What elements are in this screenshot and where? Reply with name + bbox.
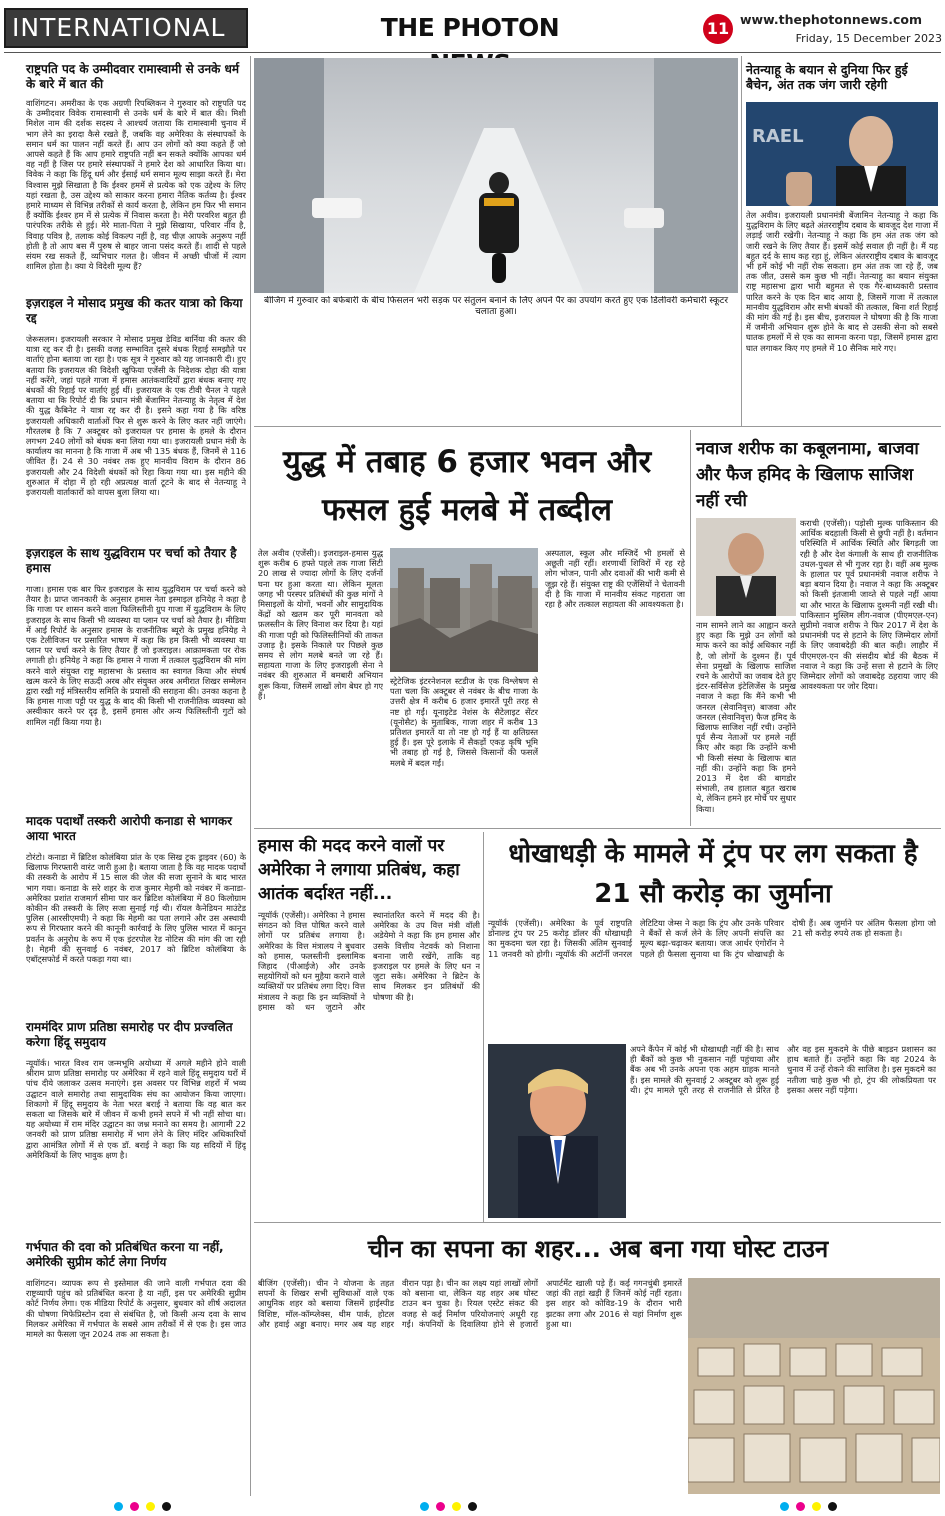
snow-scene-graphic xyxy=(254,58,738,293)
story-war-body-right: अस्पताल, स्कूल और मस्जिदें भी हमलों से अछूती नहीं रहीं। शरणार्थी शिविरों में रह रहे लोग भोजन, पानी और दवाओं की भारी कमी से जूझ रहे हैं। संयुक्त राष्ट्र की एजेंसियों ने चेतावनी दी है कि गाजा में मानवीय संकट गहराता जा रहा है और तत्काल सहायता की आवश्यकता है। xyxy=(545,548,685,610)
story-abortion-pill-body: वाशिंगटन। व्यापक रूप से इस्तेमाल की जाने वाली गर्भपात दवा की राष्ट्रव्यापी पहुंच को प्रतिबंधित करना है या नहीं, इस पर अमेरिकी सुप्रीम कोर्ट निर्णय लेगा। एक मीडिया रिपोर्ट के अनुसार, बुधवार को शीर्ष अदालत की घोषणा मिफेप्रिस्टोन दवा से संबंधित है, जो किसी अन्य दवा के साथ मिलकर अमेरिका में गर्भपात के सबसे आम तरीकों में से एक है। इस जाउ मामले का फैसला जून 2024 तक आ सकता है। xyxy=(26,1278,246,1340)
page-number: 11 xyxy=(706,19,730,38)
parked-car xyxy=(312,198,362,218)
left-trees xyxy=(254,58,324,293)
headline-hamas-ceasefire: इज़राइल के साथ युद्धविराम पर चर्चा को तैयार है हमास xyxy=(26,546,237,575)
registration-dot-magenta-3 xyxy=(796,1502,805,1511)
trump-photo xyxy=(488,1044,626,1218)
netanyahu-graphic xyxy=(746,102,938,206)
registration-dot-black-3 xyxy=(828,1502,837,1511)
headline-war: युद्ध में तबाह 6 हजार भवन और फसल हुई मलबे में तब्दील xyxy=(282,444,652,528)
nawaz-photo xyxy=(696,518,796,616)
issue-date: Friday, 15 December 2023 xyxy=(795,32,942,45)
registration-dot-cyan-2 xyxy=(420,1502,429,1511)
right-column-rule-top xyxy=(741,56,742,426)
gaza-rubble-photo xyxy=(390,548,538,672)
netanyahu-photo xyxy=(746,102,938,206)
story-ram-mandir-body: न्यूयॉर्क। भारत विश्व राम जन्मभूमि अयोध्या में अगले महीने होने वाली श्रीराम प्राण प्रतिष्ठा समारोह पर अमेरिका में रहने वाले हिंदू समुदाय घरों में पांच दीये जलाकर उत्सव मनाएंगे। इस अवसर पर विभिन्न शहरों में भव्य उद्घाटन वाले समारोह तथा सामुदायिक संघ का आयोजन किया जाएगा। शिकागो में हिंदू समुदाय के नेता भरत बराई ने बताया कि वह बात कर सकता था जिसके बारे में जीवन में कभी हमने सपने में भी नहीं सोचा था। यह अयोध्या में राम मंदिर उद्घाटन का जश्न मनाने का समय है। आगामी 22 जनवरी को प्राण प्रतिष्ठा समारोह में भाग लेने के लिए मंदिर अधिकारियों द्वारा आमंत्रित लोगों में से एक डॉ. बराई ने कहा कि यह सदियों में हिंदू अमेरिकियों के लिए भावुक क्षण है। xyxy=(26,1058,246,1160)
headline-ram-mandir: राममंदिर प्राण प्रतिष्ठा समारोह पर दीप प्रज्वलित करेगा हिंदू समुदाय xyxy=(26,1020,233,1049)
beijing-photo-caption: बीजिंग में गुरुवार को बर्फबारी के बीच फिसलन भरी सड़क पर संतुलन बनाने के लिए अपने पैर का उपयोग करते हुए एक डिलीवरी कर्मचारी स्कूटर चलाता हुआ। xyxy=(263,296,729,317)
story-china-body: बीजिंग (एजेंसी)। चीन ने योजना के तहत सपनों के शिखर सभी सुविधाओं वाले एक आधुनिक शहर को बसाया जिसमें हाईस्पीड विशिष्ट, मॉल-कॉम्प्लेक्स, थीम पार्क, होटल और हवाई अड्डा बनाए। मगर अब यह शहर वीरान पड़ा है। चीन का लक्ष्य यहां लाखों लोगों को बसाना था, लेकिन यह शहर अब घोस्ट टाउन बन चुका है। रियल एस्टेट संकट की वजह से कई निर्माण परियोजनाएं अधूरी रह गईं। कंपनियों के दिवालिया होने से हजारों अपार्टमेंट खाली पड़े हैं। कई गगनचुंबी इमारतें जहां की तहां खड़ी हैं जिनमें कोई नहीं रहता। इस शहर को कोविड-19 के दौरान भारी झटका लगा और 2016 से यहां निर्माण शुरू हुआ था। xyxy=(258,1278,682,1329)
story-nawaz-body-2: नाम सामने लाने का आह्वान करते हुए कहा कि मुझे उन लोगों को माफ करने का कोई अधिकार नहीं है, जो लोगों के दुश्मन हैं। पूर्व सेना प्रमुखों के खिलाफ साजिश रचने के आरोपों का जवाब देते हुए इंटर-सर्विसेज इंटेलिजेंस के प्रमुख नवाज ने कहा कि मैंने कभी भी जनरल (सेवानिवृत्त) बाजवा और जनरल (सेवानिवृत्त) फैज हमिद के खिलाफ साजिश नहीं रची। उन्होंने पूर्व सैन्य नेताओं पर हमले नहीं किए और कहा कि उन्होंने कभी भी किसी संस्था के खिलाफ बात नहीं की। उन्होंने कहा कि हमने 2013 में देश की बागडोर संभाली, तब हालात बहुत खराब थे, लेकिन हमने हर मोर्चे पर सुधार किया। xyxy=(696,620,796,814)
registration-dot-magenta-2 xyxy=(436,1502,445,1511)
registration-dot-yellow-3 xyxy=(812,1502,821,1511)
war-nawaz-rule xyxy=(690,430,691,826)
right-trees xyxy=(654,58,738,293)
website-link[interactable]: www.thephotonnews.com xyxy=(740,12,922,27)
trump-graphic xyxy=(488,1044,626,1218)
headline-netanyahu: नेतन्याहू के बयान से दुनिया फिर हुई बैचेन, अंत तक जंग जारी रहेगी xyxy=(746,62,908,93)
registration-dot-cyan xyxy=(114,1502,123,1511)
story-hamas-ban-body: न्यूयॉर्क (एजेंसी)। अमेरिका ने हमास संगठन को वित्त पोषित करने वाले लोगों पर प्रतिबंध लगाया है। अमेरिका के वित्त मंत्रालय ने बुधवार को हमास, फलस्तीनी इस्लामिक जिहाद (पीआईजे) और उनके सहयोगियों को धन मुहैया कराने वाले व्यक्तियों पर प्रतिबंध लगा दिए। वित्त मंत्रालय ने कहा कि इन व्यक्तियों ने हमास को धन जुटाने और स्थानांतरित करने में मदद की है। अमेरिका के उप वित्त मंत्री वॉली अडेयेमो ने कहा कि हम हमास और उसके वित्तीय नेटवर्क को निशाना बनाना जारी रखेंगे, ताकि वह इजराइल पर हमले के लिए धन न जुटा सके। अमेरिका ने ब्रिटेन के साथ मिलकर इन प्रतिबंधों की घोषणा की है। xyxy=(258,910,480,1012)
beijing-snow-photo xyxy=(254,58,738,293)
story-trump-body-2: अपने कैंपेन में कोई भी धोखाधड़ी नहीं की है। साथ ही बैंकों को कुछ भी नुकसान नहीं पहुंचाया और बैंक अब भी उनके अपना एक अहम ग्राहक मानते हैं। इस मामले की सुनवाई 2 अक्टूबर को शुरू हुई थी। ट्रंप मामले पूरी तरह से राजनीति से प्रेरित है और वह इस मुकदमे के पीछे बाइडन प्रशासन का हाथ बताते हैं। उन्होंने कहा कि वह 2024 के चुनाव में उन्हें रोकने की साजिश है। इस मुकदमे का नतीजा चाहे कुछ भी हो, ट्रंप की लोकप्रियता पर इसका असर नहीं पड़ेगा। xyxy=(630,1044,936,1095)
masthead-rule xyxy=(4,52,941,53)
hamas-trump-rule xyxy=(483,832,484,1222)
registration-dot-magenta xyxy=(130,1502,139,1511)
headline-nawaz: नवाज शरीफ का कबूलनामा, बाजवा और फैज हमिद के खिलाफ साजिश नहीं रची xyxy=(696,439,919,511)
china-band-rule xyxy=(254,1222,941,1223)
registration-dot-yellow-2 xyxy=(452,1502,461,1511)
left-column-rule xyxy=(250,56,251,1496)
headline-trump: धोखाधड़ी के मामले में ट्रंप पर लग सकता है 21 सौ करोड़ का जुर्माना xyxy=(508,839,918,909)
headline-drug-smuggler: मादक पदार्थों तस्करी आरोपी कनाडा से भागकर आया भारत xyxy=(26,814,233,843)
registration-dot-yellow xyxy=(146,1502,155,1511)
headline-mossad: इज़राइल ने मोसाद प्रमुख की कतर यात्रा को किया रद्द xyxy=(26,296,243,325)
story-war-body-mid: स्ट्रेटेजिक इंटरनेशनल स्टडीज के एक विश्लेषण से पता चला कि अक्टूबर से नवंबर के बीच गाजा के उत्तरी क्षेत्र में करीब 6 हजार इमारतें पूरी तरह से नष्ट हो गईं। यूनाइटेड नेशंस के सैटेलाइट सेंटर (यूनोसैट) के मुताबिक, गाजा शहर में करीब 13 प्रतिशत इमारतें या तो नष्ट हो गई हैं या क्षतिग्रस्त हुई हैं। इस पूरे इलाके में सैकड़ों एकड़ कृषि भूमि भी तबाह हो गई है, जिससे किसानों की फसलें मलबे में बदल गईं। xyxy=(390,676,538,768)
story-nawaz-body: कराची (एजेंसी)। पड़ोसी मुल्क पाकिस्तान की आर्थिक बदहाली किसी से छुपी नहीं है। वर्तमान परिस्थिति में आर्थिक स्थिति और बिगड़ती जा रही है और देश कंगाली के साथ ही राजनीतिक उथल-पुथल से भी गुजर रहा है। वहीं अब मुल्क के हालात पर पूर्व प्रधानमंत्री नवाज शरीफ ने बड़ा बयान दिया है। नवाज ने कहा कि अक्टूबर को किसी इंतजामी जाव्ते से पहले नहीं आया था और भारत के खिलाफ दुश्मनी नहीं रखी थी। पाकिस्तान मुस्लिम लीग-नवाज (पीएमएल-एन) सुप्रीमो नवाज शरीफ ने फिर 2017 में देश के प्रधानमंत्री पद से हटाने के लिए जिम्मेदार लोगों के लिए जवाबदेही की बात कही। लाहौर में पीएमएल-एन की संसदीय बोर्ड की बैठक में नवाज ने कहा कि उन्हें सत्ता से हटाने के लिए जिम्मेदार लोगों को जवाबदेह ठहराया जाए की आवश्यकता पर जोर दिया। xyxy=(800,518,938,692)
headline-hamas-ban: हमास की मदद करने वालों पर अमेरिका ने लगाया प्रतिबंध, कहा आतंक बर्दाश्त नहीं... xyxy=(258,836,460,904)
svg-text:RAEL: RAEL xyxy=(752,126,804,147)
page-number-badge xyxy=(703,14,733,44)
registration-dot-black xyxy=(162,1502,171,1511)
headline-abortion-pill: गर्भपात की दवा को प्रतिबंधित करना या नहीं, अमेरिकी सुप्रीम कोर्ट लेगा निर्णय xyxy=(26,1240,224,1269)
paper-name-text: THE PHOTON xyxy=(380,13,560,42)
story-hamas-ceasefire-body: गाजा। हमास एक बार फिर इजराइल के साथ युद्धविराम पर चर्चा करने को तैयार है। प्राप्त जानकारी के अनुसार हमास नेता इस्माइल हनियेह ने कहा है कि गाजा पर शासन करने वाला फिलिस्तीनी ग्रुप गाजा में युद्धविराम के लिए इजराइल के साथ किसी भी व्यवस्था या प्लान पर चर्चा को तैयार है। मीडिया में आई रिपोर्ट के अनुसार हमास के राजनीतिक ब्यूरो के प्रमुख हनियेह ने एक टेलीविजन पर प्रसारित भाषण में कहा कि हम किसी भी व्यवस्था या प्लान पर चर्चा करने के लिए तैयार हैं जो इजराइल। आक्रामकता पर रोक लगाती हो। हनियेह ने कहा कि हमास ने गाजा में तत्काल युद्धविराम की मांग करने वाले संयुक्त राष्ट्र महासभा के प्रस्ताव का स्वागत किया और संघर्ष खत्म करने के लिए सऊदी अरब और संयुक्त अरब अमीरात शिखर सम्मेलन द्वारा रखी गई मंत्रिस्तरीय समिति के प्रयासों की सराहना की। उनका कहना है कि हमास गाजा पट्टी पर युद्ध के बाद की किसी भी राजनीतिक व्यवस्था को अस्वीकार करने पर दृढ़ है, इसमें हमास और अन्य फिलिस्तीनी गुटों को शामिल नहीं किया गया है। xyxy=(26,584,246,727)
registration-dot-cyan-3 xyxy=(780,1502,789,1511)
mid-band-rule xyxy=(254,426,941,427)
ghost-town-photo xyxy=(688,1278,940,1494)
story-trump-body: न्यूयॉर्क (एजेंसी)। अमेरिका के पूर्व राष्ट्रपति डोनाल्ड ट्रंप पर 25 करोड़ डॉलर की धोखाधड़ी का मुकदमा चल रहा है। जिसकी अंतिम सुनवाई 11 जनवरी को होगी। न्यूयॉर्क की अटॉर्नी जनरल लेटिटिया जेम्स ने कहा कि ट्रंप और उनके परिवार ने बैंकों से कर्ज लेने के लिए अपनी संपत्ति का मूल्य बढ़ा-चढ़ाकर बताया। जज आर्थर एंगोरॉन ने पहले ही फैसला सुनाया था कि ट्रंप धोखाधड़ी के दोषी हैं। अब जुर्माने पर अंतिम फैसला होगा जो 21 सौ करोड़ रुपये तक हो सकता है। xyxy=(488,918,936,959)
story-war-body-left: तेल अवीव (एजेंसी)। इजराइल-हमास युद्ध शुरू करीब 6 हफ्ते पहले तक गाजा सिटी 20 लाख से ज्यादा लोगों के लिए दर्जनों घना घर हुआ करता था। लेकिन मूलतः जगह भी परस्पर प्रतिबंधों की कुछ मांगों ने मिसाइलों के योगों, भवनों और सामुदायिक केंद्रों को खतम कर पूरी मानवता को फ़लस्तीन के लिए विनाश कर दिया है। यहां की गाजा पट्टी को फिलिस्तीनियों की ताकत उजाड़ है। इसके निकाले पर पिछले कुछ समय से लोग मलबे बनते जा रहे हैं। सहायता गाजा के लिए इजराइली सेना ने नवंबर की शुरुआत में बमबारी अभियान शुरू किया, जिसमें लाखों लोग बेघर हो गए हैं। xyxy=(258,548,383,701)
story-ramaswamy-body: वाशिंगटन। अमरीका के एक अग्रणी रिपब्लिकन ने गुरुवार को राष्ट्रपति पद के उम्मीदवार विवेक रामास्वामी से उनके धर्म के बारे में बात की। मिशी मिशेल नाम की दर्शक सदस्य ने आश्चर्य जताया कि रामास्वामी चुनाव में भाग लेने का इरादा कैसे रखते हैं, जबकि वह अमेरिका के संस्थापकों के समान धर्म का पालन नहीं करते हैं। आप उन लोगों को क्या कहते हैं जो आपसे कहते हैं कि आप हमारे राष्ट्रपति नहीं बन सकते क्योंकि आपका धर्म वह नहीं है जिस पर हमारे संस्थापकों ने हमारे देश को आधारित किया था। विवेक ने कहा कि हिंदू धर्म और ईसाई धर्म समान मूल्य साझा करते हैं। मेरा विश्वास मुझे सिखाता है कि ईश्वर हममें से प्रत्येक को एक उद्देश्य के लिए यहां रखता है, उस उद्देश्य को साकार करना हमारा नैतिक कर्तव्य है। ईश्वर हमारे माध्यम से विभिन्न तरीकों से कार्य करता है, लेकिन हम फिर भी समान हैं क्योंकि ईश्वर हम में से प्रत्येक में निवास करता है। मेरी परवरिश बहुत ही पारंपरिक तरीके से हुई। मेरे माता-पिता ने मुझे सिखाया, परिवार नींव है, विवाह पवित्र है, तलाक कोई विकल्प नहीं है, वह चीज़ आपके अनुरूप नहीं होती है तो आप बस मैं पुरुष से बाहर जाना पसंद करते हैं। शादी से पहले संयम रख सकते हैं, व्यभिचार गलत है। जीवन में अच्छी चीजों में त्याग शामिल होता है। क्या ये विदेशी मूल्य हैं? xyxy=(26,98,246,272)
parked-car-right xyxy=(624,208,664,228)
ghost-town-graphic xyxy=(688,1278,940,1494)
section-label: INTERNATIONAL xyxy=(12,13,226,42)
headline-ramaswamy: राष्ट्रपति पद के उम्मीदवार रामास्वामी से उनके धर्म के बारे में बात की xyxy=(26,62,240,91)
section-banner xyxy=(4,8,248,48)
story-netanyahu-body: तेल अवीव। इजरायली प्रधानमंत्री बेंजामिन नेतन्याहू ने कहा कि युद्धविराम के लिए बढ़ते अंतरराष्ट्रीय दबाव के बावजूद देश गाजा में लड़ाई जारी रखेगी। नेतन्याहू ने कहा कि हम अंत तक जंग को जारी रखने के लिए तैयार हैं। इसमें कोई सवाल ही नहीं है। मैं यह बहुत दर्द के साथ कह रहा हूं, लेकिन अंतरराष्ट्रीय दबाव के बावजूद भी हमें कोई भी नहीं रोक सकता। हम अंत तक जा रहे हैं, जब तक जीत, उससे कम कुछ भी नहीं। नेतन्याहू का बयान संयुक्त राष्ट्र महासभा द्वारा भारी बहुमत से एक गैर-बाध्यकारी प्रस्ताव पारित करने के एक दिन बाद आया है, जिसमें गाजा में तत्काल मानवीय युद्धविराम और सभी बंधकों की तत्काल, बिना शर्त रिहाई की मांग की गई है। इस बीच, इजरायल ने घोषणा की है कि गाजा में जमीनी अभियान शुरू होने के बाद से उसकी सेना को सबसे घातक हमलों में से एक का सामना करना पड़ा, जिसमें हमास द्वारा घात लगाकर किए गए हमले में 10 सैनिक मारे गए। xyxy=(746,210,938,353)
registration-dot-black-2 xyxy=(468,1502,477,1511)
headline-china: चीन का सपना का शहर... अब बना गया घोस्ट टाउन xyxy=(367,1235,829,1263)
story-mossad-body: जेरूसलम। इजरायली सरकार ने मोसाद प्रमुख डेविड बार्निया की कतर की यात्रा रद्द कर दी है। इसकी वजह सम्भावित दूसरे बंधक रिहाई समझौते पर वार्ताएं होना बताया जा रहा है। एक सूत्र ने गुरुवार को यह जानकारी दी। हुए बताया कि इजरायल की विदेशी खुफिया एजेंसी के निदेशक दोहा की यात्रा नहीं करेंगे, जहां पहले गाजा में हमास आतंकवादियों द्वारा बंधक बनाए गए बंधकों की रिहाई पर वार्ताएं हुई थीं। इजरायल के एक टीवी चैनल ने पहले बताया था कि रिपोर्ट दी कि प्रधान मंत्री बेंजामिन नेतन्याहू के नेतृत्व में देश की युद्ध कैबिनेट ने यात्रा रद्द कर दी है। इसने कहा गया है कि वरिष्ठ इजरायली अधिकारी वार्ताओं फिर से शुरू करने के लिए कतर नहीं जाएंगे। गौरतलब है कि 7 अक्टूबर को इजरायल पर हमास के हमले के दौरान लगभग 240 लोगों को बंधक बना लिया गया था। इजरायली प्रधान मंत्री के कार्यालय का मानना है कि गाजा में अब भी 135 बंधक हैं, जिनमें से 116 जीवित हैं। 24 से 30 नवंबर तक हुए मानवीय विराम के दौरान 86 इजरायली और 24 विदेशी बंधकों को रिहा किया गया था। इस महीने की शुरुआत में दोहा में हो रही अप्रत्यक्ष वार्ता टूटने के बाद से नेतन्याहू ने इजरायली वार्ताकारों को वापस बुला लिया था। xyxy=(26,334,246,498)
lower-band-rule xyxy=(254,828,941,829)
gaza-rubble-graphic xyxy=(390,548,538,672)
nawaz-graphic xyxy=(696,518,796,616)
story-drug-smuggler-body: टोरंटो। कनाडा में ब्रिटिश कोलंबिया प्रांत के एक सिख ट्रक ड्राइवर (60) के खिलाफ गिरफ्तारी वारंट जारी हुआ है। बताया जाता है कि वह मादक पदार्थों की तस्करी के आरोप में 15 साल की जेल की सजा सुनाने के बाद भारत भाग गया। कनाडा के सरे शहर के राज कुमार मेहमी को नवंबर में कनाडा-अमेरिका प्रशांत राजमार्ग सीमा पार कर ब्रिटिश कोलंबिया में 80 किलोग्राम कोकीन की तस्करी के लिए सजा सुनाई गई थी। रॉयल कैनेडियन माउंटेड पुलिस (आरसीएमपी) ने कहा कि मेहमी का पता लगाने और उस अस्थायी रूप से गिरफ्तार करने की कानूनी कार्रवाई के लिए पुलिस भारत में कानून प्रवर्तन के अनुरोध के रूप में एक इंटरपोल रेड नोटिस की मांग की जा रही है। मेहमी की सुनवाई 6 नवंबर, 2017 को ब्रिटिश कोलंबिया के एबॉट्सफोर्ड में करते पकड़ा गया था। xyxy=(26,852,246,965)
paper-name xyxy=(345,10,595,46)
